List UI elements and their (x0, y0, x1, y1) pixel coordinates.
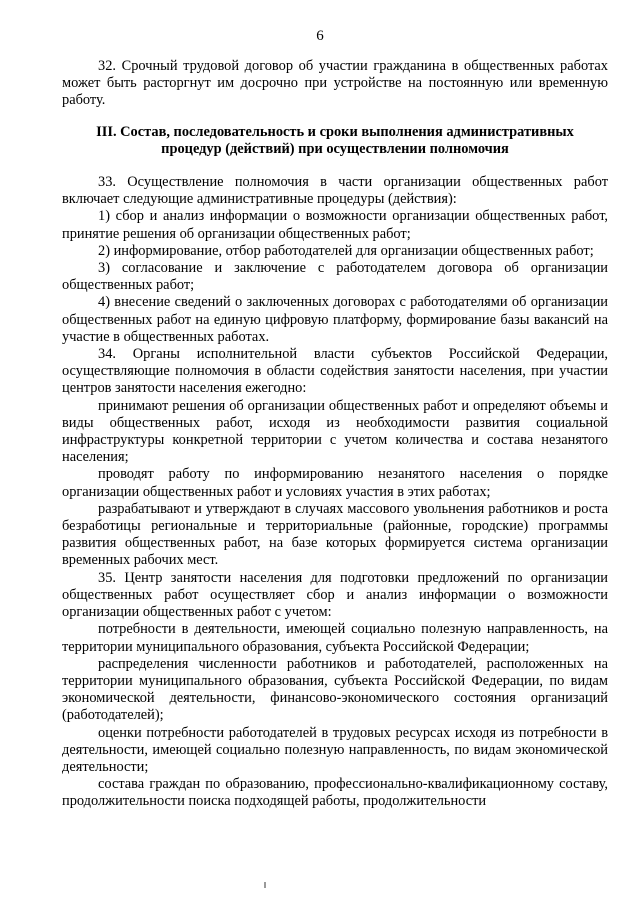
list-item-3: 3) согласование и заключение с работодателем договора об организации общественных работ; (62, 260, 608, 294)
paragraph-34-item-informing: проводят работу по информированию незанятого населения о порядке организации общественных работ и условиях участия в этих работах; (62, 466, 608, 500)
paragraph-35-item-composition: состава граждан по образованию, профессионально-квалификационному составу, продолжительности поиска подходящей работы, продолжительности (62, 776, 608, 810)
list-item-2: 2) информирование, отбор работодателей для организации общественных работ; (98, 242, 594, 259)
paragraph-34-item-programs: разрабатывают и утверждают в случаях массового увольнения работников и роста безработицы региональные и территориальные (районные, городские) программы развития общественных работ, на базе которых формируется система организации временных рабочих мест. (62, 500, 608, 569)
paragraph-35-item-distribution: распределения численности работников и работодателей, расположенных на территории муниципального образования, субъекта Российской Федерации, по видам экономической деятельности, финансово-экономического состояния организаций (работодателей); (62, 655, 608, 724)
paragraph-35-item-assessment: оценки потребности работодателей в трудовых ресурсах исходя из потребности в деятельности, имеющей социально полезную направленность, по видам экономической деятельности; (62, 724, 608, 775)
section-heading: III. Состав, последовательность и сроки выполнения административных процедур (действий) при осуществлении полномочия (96, 123, 574, 157)
document-body (62, 58, 608, 811)
paragraph-33: 33. Осуществление полномочия в части организации общественных работ включает следующие административные процедуры (действия): (62, 174, 608, 208)
paragraph-32: 32. Срочный трудовой договор об участии гражданина в общественных работах может быть расторгнут им досрочно при устройстве на постоянную или временную работу. (62, 58, 608, 109)
list-item-1: 1) сбор и анализ информации о возможности организации общественных работ, принятие решения об организации общественных работ; (62, 208, 608, 242)
list-item-4: 4) внесение сведений о заключенных договорах с работодателями об организации общественных работ на единую цифровую платформу, формирование базы вакансий на участие в общественных работах. (62, 294, 608, 345)
paragraph-35: 35. Центр занятости населения для подготовки предложений по организации общественных работ осуществляет сбор и анализ информации о возможности организации общественных работ с учетом: (62, 569, 608, 621)
paragraph-34-item-decisions: принимают решения об организации общественных работ и определяют объемы и виды общественных работ, исходя из необходимости развития социальной инфраструктуры конкретной территории с учетом количества и состава незанятого населения; (62, 397, 608, 466)
paragraph-35-item-needs: потребности в деятельности, имеющей социально полезную направленность, на территории муниципального образования, субъекта Российской Федерации; (62, 621, 608, 655)
paragraph-34: 34. Органы исполнительной власти субъектов Российской Федерации, осуществляющие полномочия в области содействия занятости населения, при участии центров занятости населения ежегодно: (62, 346, 608, 397)
page-number: 6 (316, 28, 324, 44)
scan-mark (264, 882, 266, 888)
